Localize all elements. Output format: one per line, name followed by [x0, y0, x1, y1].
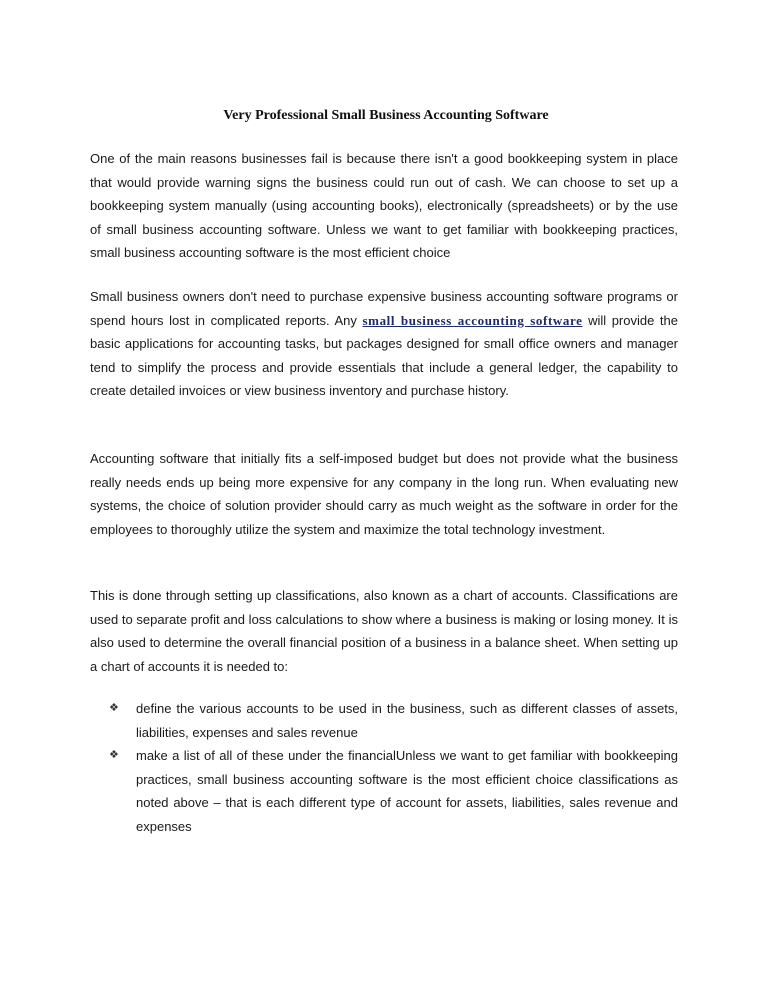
bullet-item: [90, 744, 678, 838]
paragraph-4: This is done through setting up classifications, also known as a chart of accounts. Classifications are used to separate profit and loss calculations to show where a business is making or losing money. It is also used to determine the overall financial position of a business in a balance sheet. When setting up a chart of accounts it is needed to:: [90, 588, 678, 674]
bullet-item: [90, 697, 678, 744]
small-business-accounting-software-link[interactable]: small business accounting software: [362, 312, 583, 328]
diamond-bullet-icon: ❖: [109, 749, 119, 762]
document-title: Very Professional Small Business Accounting Software: [223, 108, 549, 123]
bullet-text: define the various accounts to be used in the business, such as different classes of assets, liabilities, expenses and sales revenue: [136, 701, 678, 740]
bullet-text: make a list of all of these under the financialUnless we want to get familiar with bookkeeping practices, small business accounting software is the most efficient choice classifications as noted above – that is each different type of account for assets, liabilities, sales revenue and expenses: [136, 748, 678, 834]
paragraph-1: One of the main reasons businesses fail is because there isn't a good bookkeeping system in place that would provide warning signs the business could run out of cash. We can choose to set up a bookkeeping system manually (using accounting books), electronically (spreadsheets) or by the use of small business accounting software. Unless we want to get familiar with bookkeeping practices, small business accounting software is the most efficient choice: [90, 151, 678, 261]
paragraph-2-text-before: Small business owners don't need to purchase expensive business accounting software programs or spend hours lost in complicated reports. Any: [90, 289, 678, 328]
diamond-bullet-icon: ❖: [109, 702, 119, 714]
paragraph-2: [90, 285, 678, 403]
paragraph-2-text-after: will provide the basic applications for accounting tasks, but packages designed for small office owners and manager tend to simplify the process and provide essentials that include a general ledger, the capability to create detailed invoices or view business inventory and purchase history.: [90, 312, 678, 399]
bullet-list: [90, 697, 678, 839]
paragraph-3: Accounting software that initially fits a self-imposed budget but does not provide what the business really needs ends up being more expensive for any company in the long run. When evaluating new systems, the choice of solution provider should carry as much weight as the software in order for the employees to thoroughly utilize the system and maximize the total technology investment.: [90, 451, 678, 537]
